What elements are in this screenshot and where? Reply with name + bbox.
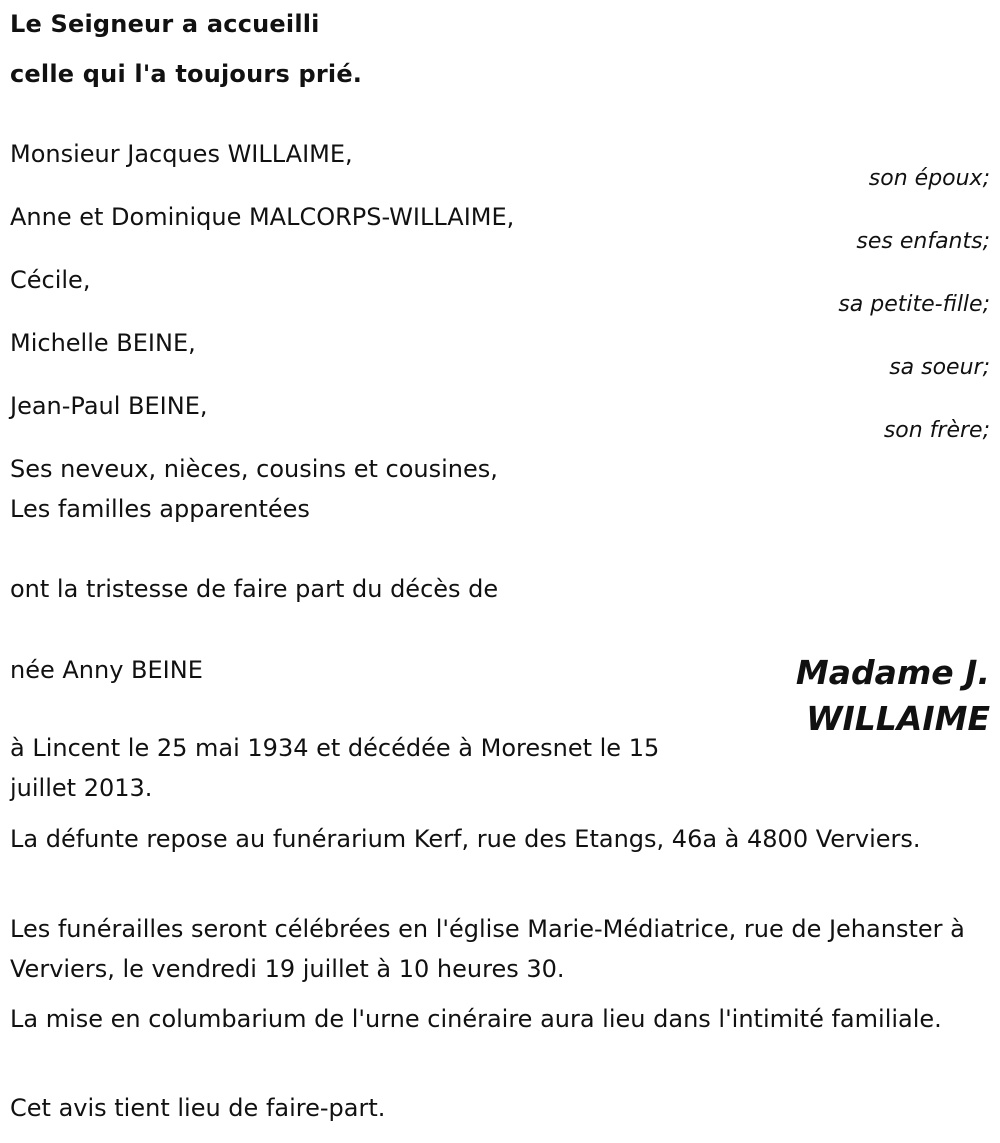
family-relation-1: son époux;: [868, 166, 990, 191]
birth-death-line-1: à Lincent le 25 mai 1934 et décédée à Moresnet le 15: [10, 734, 660, 762]
announcement-text: ont la tristesse de faire part du décès de: [10, 575, 499, 603]
header-line-2: celle qui l'a toujours prié.: [10, 60, 363, 88]
family-relation-4: sa soeur;: [889, 355, 990, 380]
deceased-name-line-2: WILLAIME: [806, 699, 990, 738]
closing-paragraph: Cet avis tient lieu de faire-part.: [10, 1094, 386, 1122]
family-name-5: Jean-Paul BEINE,: [10, 392, 208, 420]
family-name-1: Monsieur Jacques WILLAIME,: [10, 140, 353, 168]
family-name-3: Cécile,: [10, 266, 91, 294]
funerarium-paragraph: La défunte repose au funérarium Kerf, rue des Etangs, 46a à 4800 Verviers.: [10, 825, 921, 853]
family-relation-2: ses enfants;: [856, 229, 990, 254]
funeral-paragraph: Les funérailles seront célébrées en l'église Marie-Médiatrice, rue de Jehanster à Verviers, le vendredi 19 juillet à 10 heures 30.: [10, 915, 965, 983]
family-name-2: Anne et Dominique MALCORPS-WILLAIME,: [10, 203, 515, 231]
maiden-name: née Anny BEINE: [10, 656, 203, 684]
others-line-2: Les familles apparentées: [10, 495, 310, 523]
header-line-1: Le Seigneur a accueilli: [10, 10, 320, 38]
deceased-name: [796, 650, 990, 742]
others-line-1: Ses neveux, nièces, cousins et cousines,: [10, 455, 498, 483]
birth-death-line-2: juillet 2013.: [10, 774, 153, 802]
columbarium-paragraph: La mise en columbarium de l'urne cinéraire aura lieu dans l'intimité familiale.: [10, 1005, 942, 1033]
deceased-name-line-1: Madame J.: [795, 653, 990, 692]
family-relation-5: son frère;: [883, 418, 990, 443]
family-name-4: Michelle BEINE,: [10, 329, 196, 357]
family-relation-3: sa petite-fille;: [838, 292, 990, 317]
